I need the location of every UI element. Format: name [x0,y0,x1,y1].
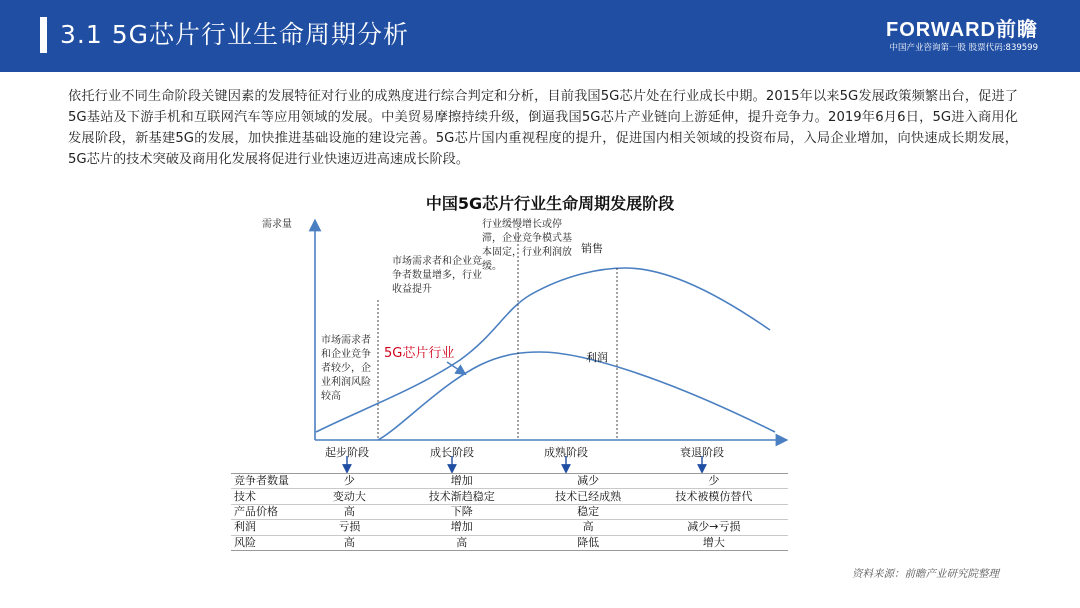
annotation-growth: 市场需求者和企业竞争者数量增多，行业收益提升 [392,256,482,295]
logo-brand: FORWARD前瞻 [886,19,1038,41]
table-cell: 稳定 [536,504,639,519]
table-row [231,504,788,519]
table-row [231,474,788,489]
stage-characteristics-table [231,473,788,551]
profit-curve [378,352,775,440]
profit-curve-label: 利润 [586,351,608,364]
table-cell: 高 [387,535,536,550]
table-cell: 高 [312,504,388,519]
table-cell: 亏损 [312,520,388,535]
source-note: 资料来源：前瞻产业研究院整理 [852,568,999,580]
table-cell [640,504,788,519]
table-cell: 技术已经成熟 [536,489,639,504]
table-row [231,489,788,504]
table-cell: 下降 [387,504,536,519]
annotation-intro: 市场需求者和企业竞争者较少，企业利润风险较高 [321,335,371,402]
stage-label-mature: 成熟阶段 [544,446,588,459]
table-cell: 增加 [387,474,536,489]
stage-label-decline: 衰退阶段 [680,446,724,459]
sales-curve-label: 销售 [581,242,603,255]
table-cell: 增加 [387,520,536,535]
annotation-mature: 行业缓慢增长或停滞，企业竞争模式基本固定，行业利润放缓。 [482,219,572,272]
table-row [231,520,788,535]
row-header: 风险 [231,535,312,550]
stage-label-growth: 成长阶段 [430,446,474,459]
table-cell: 少 [312,474,388,489]
stage-label-intro: 起步阶段 [325,446,369,459]
diagram-title: 中国5G芯片行业生命周期发展阶段 [425,194,675,213]
table-cell: 减少 [536,474,639,489]
industry-marker-label: 5G芯片行业 [384,346,455,361]
table-cell: 变动大 [312,489,388,504]
logo-tagline: 中国产业咨询第一股 股票代码:839599 [889,43,1038,53]
table-cell: 技术渐趋稳定 [387,489,536,504]
table-cell: 增大 [640,535,788,550]
table-cell: 少 [640,474,788,489]
row-header: 竞争者数量 [231,474,312,489]
table-cell: 高 [536,520,639,535]
intro-paragraph: 依托行业不同生命阶段关键因素的发展特征对行业的成熟度进行综合判定和分析，目前我国5G芯片处在行业成长中期。2015年以来5G发展政策频繁出台，促进了5G基站及下游手机和互联网汽车等应用领域的发展。中美贸易摩擦持续升级，倒逼我国5G芯片产业链向上游延伸，提升竞争力。2019年6月6日，5G进入商用化发展阶段，新基建5G的发展，加快推进基础设施的建设完善。5G芯片国内重视程度的提升，促进国内相关领域的投资布局，入局企业增加，向快速成长期发展，5G芯片的技术突破及商用化发展将促进行业快速迈进高速成长阶段。 [68,89,1018,167]
row-header: 产品价格 [231,504,312,519]
table-cell: 技术被模仿替代 [640,489,788,504]
table-cell: 减少→亏损 [640,520,788,535]
y-axis-label: 需求量 [262,219,292,230]
row-header: 利润 [231,520,312,535]
page-title: 3.1 5G芯片行业生命周期分析 [60,20,409,49]
row-header: 技术 [231,489,312,504]
table-row [231,535,788,550]
table-cell: 高 [312,535,388,550]
table-cell: 降低 [536,535,639,550]
